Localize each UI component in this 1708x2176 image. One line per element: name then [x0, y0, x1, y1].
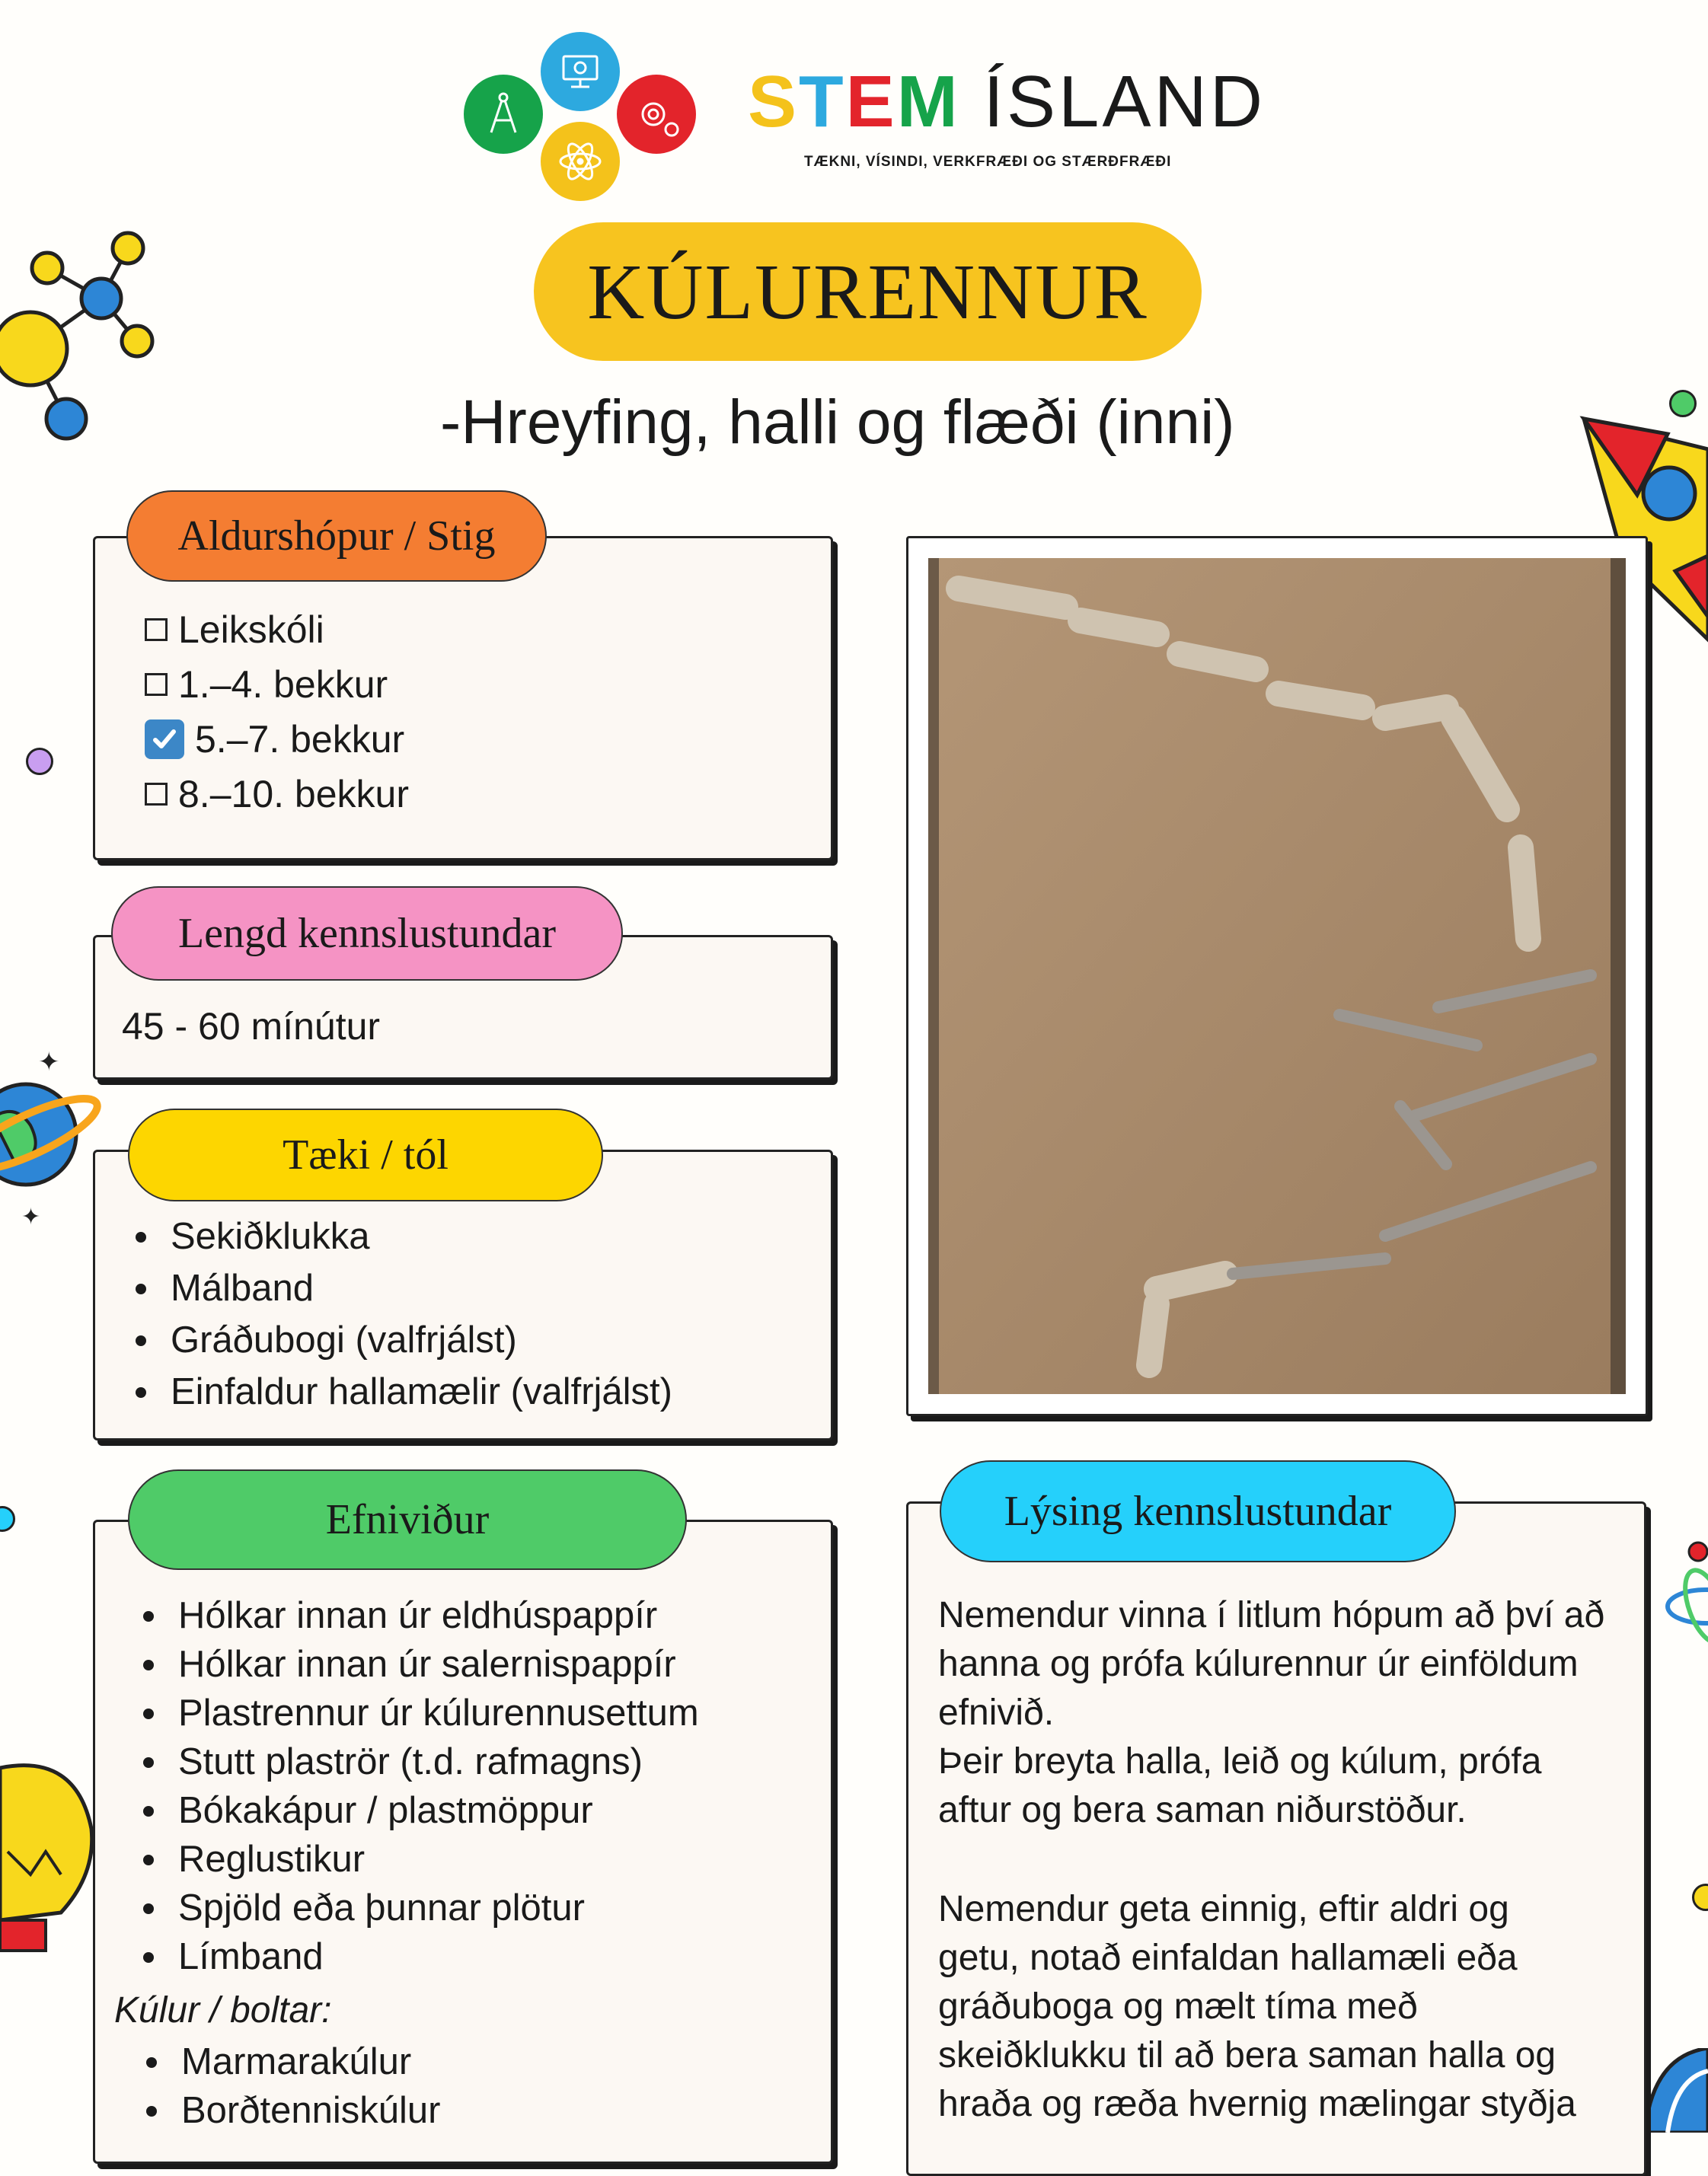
materials-item: Límband	[134, 1938, 324, 1976]
tools-item: Einfaldur hallamælir (valfrjálst)	[126, 1374, 672, 1411]
planet-icon	[0, 1049, 107, 1232]
tools-item: Málband	[126, 1270, 314, 1307]
page-subtitle: -Hreyfing, halli og flæði (inni)	[440, 388, 1235, 457]
purple-dot-icon	[26, 748, 53, 775]
checkbox-empty-icon	[145, 783, 168, 806]
brand-stem: STEM	[748, 61, 960, 142]
materials-item: Bókakápur / plastmöppur	[134, 1792, 593, 1830]
length-value: 45 - 60 mínútur	[122, 1005, 381, 1048]
marble-run-photo	[928, 558, 1626, 1394]
atom-icon	[1660, 1530, 1708, 1652]
age-heading: Aldurshópur / Stig	[126, 490, 547, 582]
checkbox-empty-icon	[145, 618, 168, 641]
molecule-icon	[0, 228, 168, 449]
svg-text:✦: ✦	[21, 1204, 41, 1230]
materials-item: Spjöld eða þunnar plötur	[134, 1890, 585, 1927]
age-option-1-4: 1.–4. bekkur	[145, 662, 388, 707]
materials-item: Hólkar innan úr eldhúspappír	[134, 1597, 657, 1635]
yellow-dot-icon	[1692, 1884, 1708, 1911]
materials-item: Hólkar innan úr salernispappír	[134, 1646, 676, 1683]
materials-heading: Efniviður	[128, 1469, 687, 1570]
tools-item: Sekiðklukka	[126, 1218, 369, 1256]
gear-circle-icon	[617, 75, 696, 154]
length-heading: Lengd kennslustundar	[111, 886, 623, 981]
lightbulb-icon	[0, 1760, 99, 1958]
marble-run-photo-frame	[906, 536, 1648, 1416]
page-title: KÚLURENNUR	[534, 222, 1202, 361]
materials-item: Reglustikur	[134, 1841, 365, 1878]
atom-circle-icon	[541, 122, 620, 201]
tools-item: Gráðubogi (valfrjálst)	[126, 1322, 517, 1359]
brand-island: ÍSLAND	[983, 61, 1266, 142]
checkbox-checked-icon	[145, 719, 184, 759]
svg-text:✦: ✦	[38, 1049, 60, 1077]
age-option-leikskoli: Leikskóli	[145, 608, 324, 652]
blue-dot-icon	[0, 1506, 15, 1532]
brand-tagline: TÆKNI, VÍSINDI, VERKFRÆÐI OG STÆRÐFRÆÐI	[804, 154, 1172, 170]
age-option-5-7: 5.–7. bekkur	[145, 717, 404, 761]
materials-item: Stutt plaströr (t.d. rafmagns)	[134, 1744, 643, 1781]
age-option-8-10: 8.–10. bekkur	[145, 772, 409, 816]
compass-circle-icon	[464, 75, 543, 154]
description-heading: Lýsing kennslustundar	[940, 1460, 1456, 1562]
balls-item: Borðtenniskúlur	[137, 2092, 440, 2130]
balls-heading: Kúlur / boltar:	[114, 1990, 332, 2031]
materials-item: Plastrennur úr kúlurennusettum	[134, 1695, 699, 1732]
brand-name	[748, 61, 1266, 142]
balls-item: Marmarakúlur	[137, 2044, 411, 2081]
tools-heading: Tæki / tól	[128, 1109, 603, 1201]
checkbox-empty-icon	[145, 673, 168, 696]
rocket-bottom-icon	[1637, 2048, 1708, 2133]
monitor-circle-icon	[541, 32, 620, 111]
